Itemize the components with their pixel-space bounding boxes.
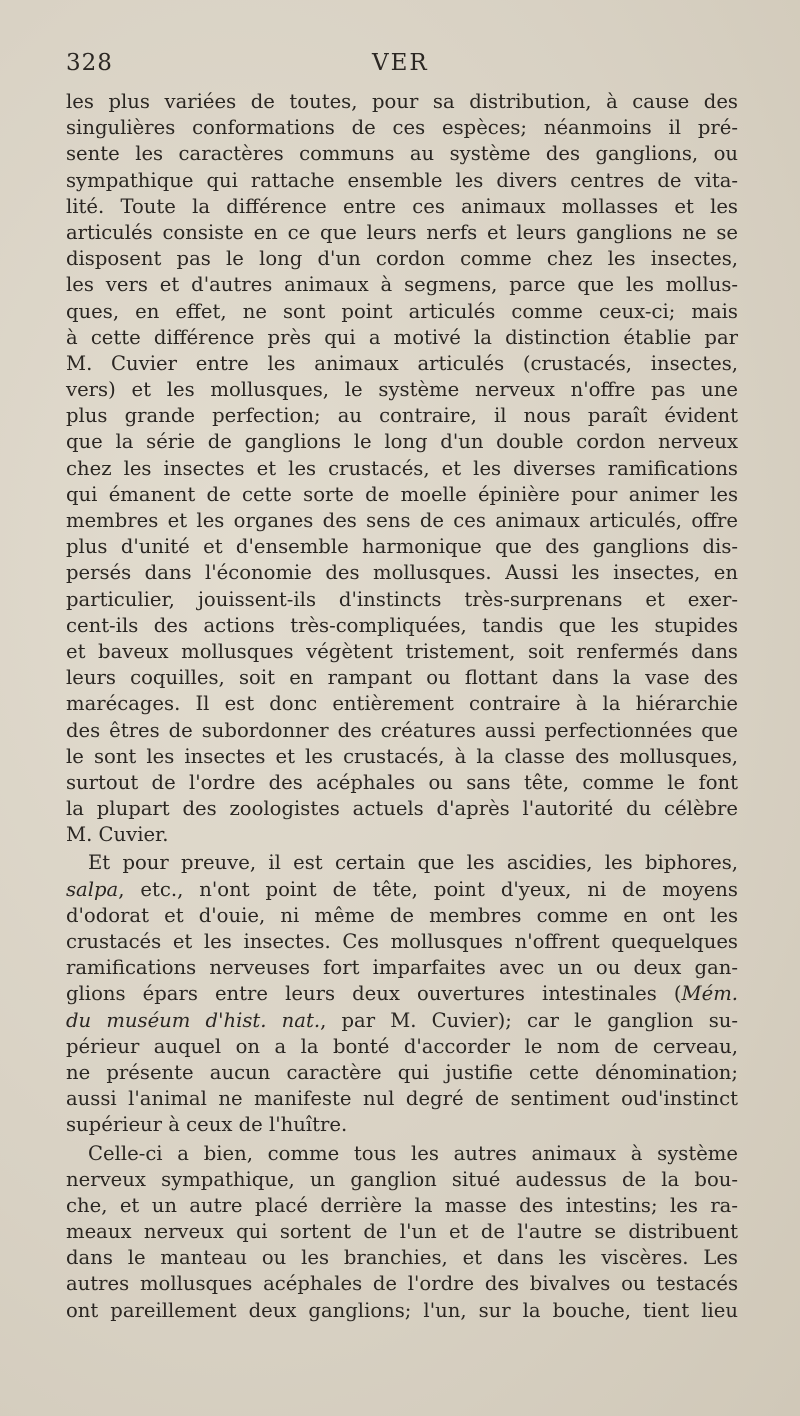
text-line: crustacés et les insectes. Ces mollusques n'offrent quequelques — [66, 930, 738, 953]
text-line: meaux nerveux qui sortent de l'un et de l'autre se distribuent — [66, 1220, 738, 1244]
text-line: vers) et les mollusques, le système nerveux n'offre pas une — [66, 378, 738, 402]
text-line: le sont les insectes et les crustacés, à la classe des mollusques, — [66, 744, 738, 768]
text-line: Celle-ci a bien, comme tous les autres animaux à système — [88, 1141, 738, 1165]
text-line: nerveux sympathique, un ganglion situé audessus de la bou- — [66, 1167, 738, 1191]
text-line: plus grande perfection; au contraire, il nous paraît évident — [66, 404, 738, 428]
text-line: périeur auquel on a la bonté d'accorder le nom de cerveau, — [66, 1034, 738, 1058]
page-number: 328 — [66, 50, 113, 76]
text-line: sente les caractères communs au système des ganglions, ou — [66, 142, 738, 166]
text-line: che, et un autre placé derrière la masse des intestins; les ra- — [66, 1193, 738, 1217]
text-line: que la série de ganglions le long d'un double cordon nerveux — [66, 430, 738, 454]
paragraph-2 — [66, 850, 738, 1138]
text-line: plus d'unité et d'ensemble harmonique que des ganglions dis- — [66, 535, 738, 559]
text-line: dans le manteau ou les branchies, et dans les viscères. Les — [66, 1246, 738, 1270]
text-line: membres et les organes des sens de ces animaux articulés, offre — [66, 509, 738, 532]
text-line: qui émanent de cette sorte de moelle épinière pour animer les — [66, 482, 738, 506]
body-text — [66, 89, 738, 1324]
text-line: M. Cuvier. — [66, 823, 169, 847]
text-line: leurs coquilles, soit en rampant ou flottant dans la vase des — [66, 666, 738, 690]
text-line: ne présente aucun caractère qui justifie cette dénomination; — [66, 1060, 738, 1084]
text-line: salpa, etc., n'ont point de tête, point d'yeux, ni de moyens — [66, 877, 738, 901]
text-line: et baveux mollusques végètent tristement, soit renfermés dans — [66, 639, 738, 663]
text-line: aussi l'animal ne manifeste nul degré de sentiment oud'instinct — [66, 1087, 738, 1111]
text-line: chez les insectes et les crustacés, et les diverses ramifications — [66, 456, 738, 480]
text-line: singulières conformations de ces espèces; néanmoins il pré- — [66, 116, 738, 140]
text-line: les plus variées de toutes, pour sa distribution, à cause des — [66, 90, 738, 113]
text-line: ques, en effet, ne sont point articulés comme ceux-ci; mais — [66, 299, 738, 323]
text-line: particulier, jouissent-ils d'instincts très-surprenans et exer- — [66, 587, 738, 611]
running-title: VER — [372, 50, 429, 76]
text-line: surtout de l'ordre des acéphales ou sans tête, comme le font — [66, 770, 738, 794]
text-line: autres mollusques acéphales de l'ordre des bivalves ou testacés — [66, 1272, 738, 1296]
text-line: articulés consiste en ce que leurs nerfs et leurs ganglions ne se — [66, 220, 738, 244]
running-head — [66, 50, 736, 90]
text-line: ont pareillement deux ganglions; l'un, sur la bouche, tient lieu — [66, 1298, 738, 1322]
text-line: à cette différence près qui a motivé la distinction établie par — [66, 325, 738, 349]
paragraph-1 — [66, 89, 738, 848]
text-line: les vers et d'autres animaux à segmens, parce que les mollus- — [66, 273, 738, 297]
text-line: glions épars entre leurs deux ouvertures intestinales (Mém. — [66, 982, 738, 1006]
text-line: Et pour preuve, il est certain que les ascidies, les biphores, — [88, 851, 738, 875]
text-line: cent-ils des actions très-compliquées, tandis que les stupides — [66, 613, 738, 637]
text-line: la plupart des zoologistes actuels d'après l'autorité du célèbre — [66, 797, 738, 821]
text-line: M. Cuvier entre les animaux articulés (crustacés, insectes, — [66, 351, 738, 375]
text-line: du muséum d'hist. nat., par M. Cuvier); car le ganglion su- — [66, 1008, 738, 1032]
text-line: des êtres de subordonner des créatures aussi perfectionnées que — [66, 718, 738, 742]
text-line: marécages. Il est donc entièrement contraire à la hiérarchie — [66, 692, 738, 716]
text-line: supérieur à ceux de l'huître. — [66, 1113, 348, 1137]
text-line: persés dans l'économie des mollusques. Aussi les insectes, en — [66, 561, 738, 585]
text-line: d'odorat et d'ouie, ni même de membres comme en ont les — [66, 903, 738, 927]
paragraph-3 — [66, 1141, 738, 1324]
text-line: sympathique qui rattache ensemble les divers centres de vita- — [66, 168, 738, 192]
text-line: lité. Toute la différence entre ces animaux mollasses et les — [66, 194, 738, 218]
text-line: disposent pas le long d'un cordon comme chez les insectes, — [66, 247, 738, 271]
text-line: ramifications nerveuses fort imparfaites avec un ou deux gan- — [66, 956, 738, 980]
